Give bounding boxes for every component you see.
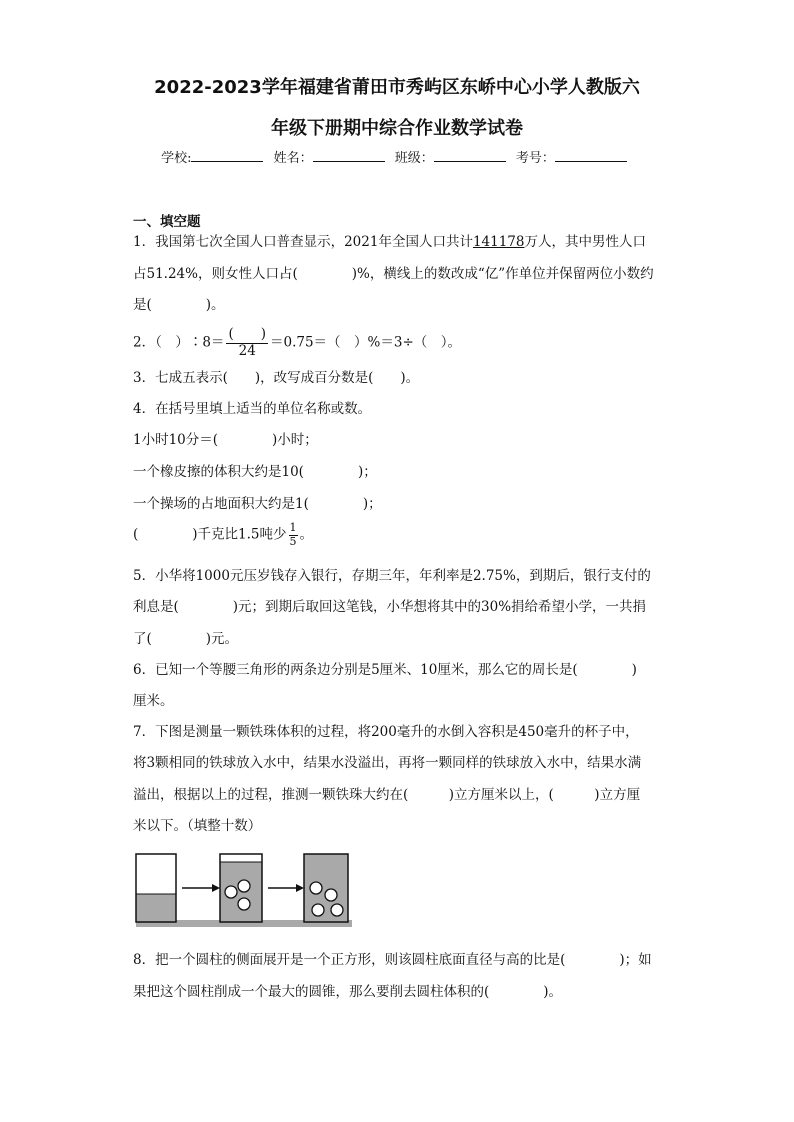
ball xyxy=(238,880,250,892)
q5-line-3: 了( )元。 xyxy=(133,631,239,647)
class-label: 班级： xyxy=(394,151,434,166)
q8-line-2: 果把这个圆柱削成一个最大的圆锥，那么要削去圆柱体积的( )。 xyxy=(133,984,563,1000)
q4-fraction-numerator: 1 xyxy=(289,521,297,534)
q2-fraction-denominator: 24 xyxy=(238,342,256,359)
ball xyxy=(331,904,343,916)
q5-line-2: 利息是( )元；到期后取回这笔钱，小华想将其中的30%捐给希望小学，一共捐 xyxy=(133,599,647,615)
q2-text-b: ＝0.75＝（ ）%＝3÷（ ）。 xyxy=(269,334,462,351)
arrow-2-head xyxy=(296,884,304,892)
q6-line-1: 6．已知一个等腰三角形的两条边分别是5厘米、10厘米，那么它的周长是( ) xyxy=(133,662,637,678)
q5-line-1: 5．小华将1000元压岁钱存入银行，存期三年，年利率是2.75%，到期后，银行支付的 xyxy=(133,568,651,584)
q1-text-a: 1．我国第七次全国人口普查显示，2021年全国人口共计 xyxy=(133,234,473,250)
q7-line-3: 溢出，根据以上的过程，推测一颗铁珠大约在( )立方厘米以上，( )立方厘 xyxy=(133,787,641,803)
q1-line-1 xyxy=(133,236,646,250)
q7-line-4: 米以下。（填整十数） xyxy=(133,818,262,834)
q3-line: 3．七成五表示( )，改写成百分数是( )。 xyxy=(133,370,420,386)
ball xyxy=(225,886,237,898)
section-heading: 一、填空题 xyxy=(133,214,201,230)
name-blank[interactable] xyxy=(313,150,385,162)
q7-line-1: 7．下图是测量一颗铁珠体积的过程，将200毫升的水倒入容积是450毫升的杯子中， xyxy=(133,724,639,740)
ball xyxy=(325,889,337,901)
number-blank[interactable] xyxy=(555,150,627,162)
ball xyxy=(310,882,322,894)
student-info-row xyxy=(0,147,794,166)
ball xyxy=(312,904,324,916)
q1-line-3: 是( )。 xyxy=(133,297,225,313)
q2-fraction-numerator: ( ) xyxy=(228,326,266,342)
title-line-2: 年级下册期中综合作业数学试卷 xyxy=(271,118,523,139)
class-blank[interactable] xyxy=(434,150,506,162)
q1-underlined-number: 141178 xyxy=(472,234,525,250)
q2-text-a: 2．（ ）∶8＝ xyxy=(133,334,225,351)
q8-line-1: 8．把一个圆柱的侧面展开是一个正方形，则该圆柱底面直径与高的比是( )；如 xyxy=(133,952,652,968)
q7-diagram xyxy=(132,848,372,930)
q4-fraction xyxy=(289,522,298,548)
school-label: 学校: xyxy=(161,151,192,166)
q4-stem: 4．在括号里填上适当的单位名称或数。 xyxy=(133,401,372,417)
q4-text-4-end: 。 xyxy=(299,526,314,543)
title-line-1: 2022-2023学年福建省莆田市秀屿区东峤中心小学人教版六 xyxy=(154,77,640,98)
q4-line-1: 1小时10分＝( )小时； xyxy=(133,432,318,448)
number-label: 考号： xyxy=(515,151,555,166)
q6-line-2: 厘米。 xyxy=(133,693,174,709)
q4-line-3: 一个操场的占地面积大约是1( )； xyxy=(133,496,382,512)
q2-line xyxy=(133,327,461,359)
school-blank[interactable] xyxy=(191,150,263,162)
ball xyxy=(238,898,250,910)
q1-text-b: 万人，其中男性人口 xyxy=(524,234,646,250)
q7-line-2: 将3颗相同的铁球放入水中，结果水没溢出，再将一颗同样的铁球放入水中，结果水满 xyxy=(133,755,642,771)
name-label: 姓名： xyxy=(273,151,313,166)
q4-line-2: 一个橡皮擦的体积大约是10( )； xyxy=(133,464,377,480)
q1-line-2: 占51.24%，则女性人口占( )%，横线上的数改成“亿”作单位并保留两位小数约 xyxy=(133,266,654,282)
q4-line-4 xyxy=(133,522,313,548)
q4-text-4: ( )千克比1.5吨少 xyxy=(133,526,287,543)
q2-fraction xyxy=(226,327,268,359)
arrow-1-head xyxy=(212,884,220,892)
cup-1-water xyxy=(136,894,176,922)
q4-fraction-denominator: 5 xyxy=(289,534,297,548)
